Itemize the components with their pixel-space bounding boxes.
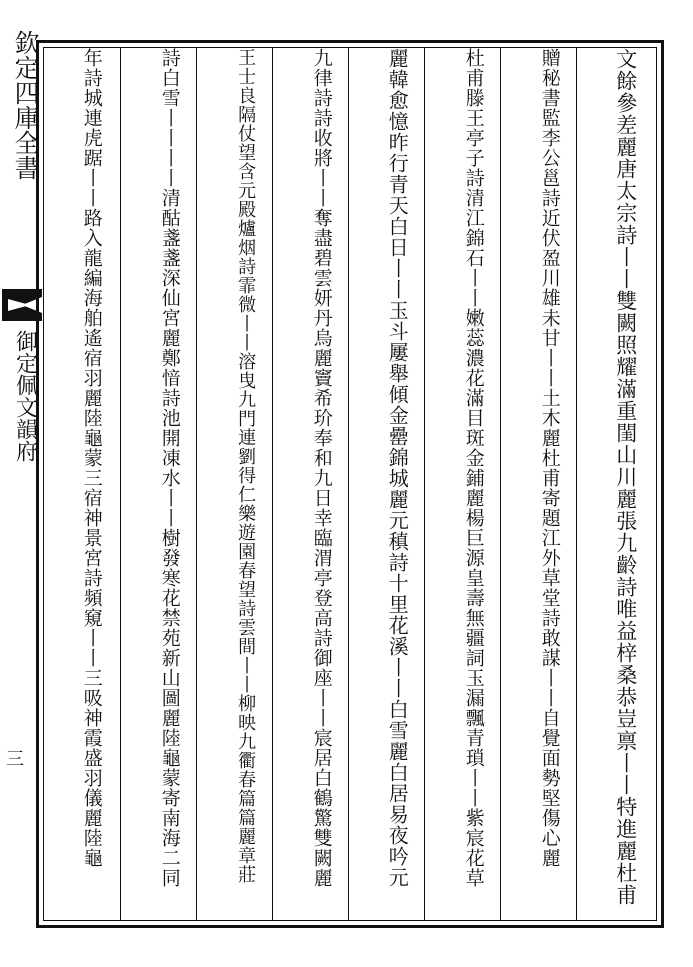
text-column-7	[134, 48, 204, 920]
text-frame-inner	[43, 47, 657, 921]
column-text: 贈秘書監李公邕詩近伏盈川雄未甘丨丨土木麗杜甫寄題江外草堂詩敢謀丨丨自覺面勢堅傷心麗	[538, 48, 561, 868]
column-text: 麗韓愈憶昨行青天白日丨丨玉斗屢舉傾金罍錦城麗元稹詩十里花溪丨丨白雪麗白居易夜吟元	[385, 48, 410, 888]
text-column-5	[286, 48, 356, 920]
text-frame	[36, 40, 664, 928]
book-title-text: 欽定四庫全書	[11, 30, 41, 180]
text-column-6	[210, 48, 280, 920]
column-text: 王士良隔仗望含元殿爐烟詩霏微丨丨溶曳九門連劉得仁樂遊園春望詩雲間丨丨柳映九衢春篇篇麗章莊	[235, 48, 257, 884]
text-column-4	[362, 48, 432, 920]
page-number: 三	[6, 749, 24, 770]
column-text: 年詩城連虎踞丨丨路入龍編海舶遙宿羽麗陸龜蒙三宿神景宮詩頻窺丨丨三吸神霞盛羽儀麗陸龜	[80, 48, 103, 868]
column-text: 文餘參差麗唐太宗詩丨丨雙闕照耀滿重閨山川麗張九齡詩唯益梓桑恭豈禀丨丨特進麗杜甫	[613, 48, 638, 906]
column-text: 杜甫滕王亭子詩清江錦石丨丨嫩蕊濃花滿目斑金鋪麗楊巨源皇壽無疆詞玉漏飄青瑣丨丨紫宸花草	[462, 48, 485, 888]
text-column-2	[514, 48, 584, 920]
text-column-3	[438, 48, 508, 920]
column-text: 詩白雪丨丨丨丨清酤盞盞深仙宮麗鄭愔詩池開凍水丨丨樹發寒花禁苑新山圖麗陸龜蒙寄南海二同	[158, 48, 181, 888]
text-column-1	[590, 48, 660, 920]
text-column-8	[56, 48, 126, 920]
section-title-text: 御定佩文韻府	[12, 330, 38, 462]
column-text: 九律詩詩收將丨丨奪盡碧雲妍丹烏麗竇希玠奉和九日幸臨渭亭登高詩御座丨丨宸居白鶴驚雙闕麗	[310, 48, 333, 888]
